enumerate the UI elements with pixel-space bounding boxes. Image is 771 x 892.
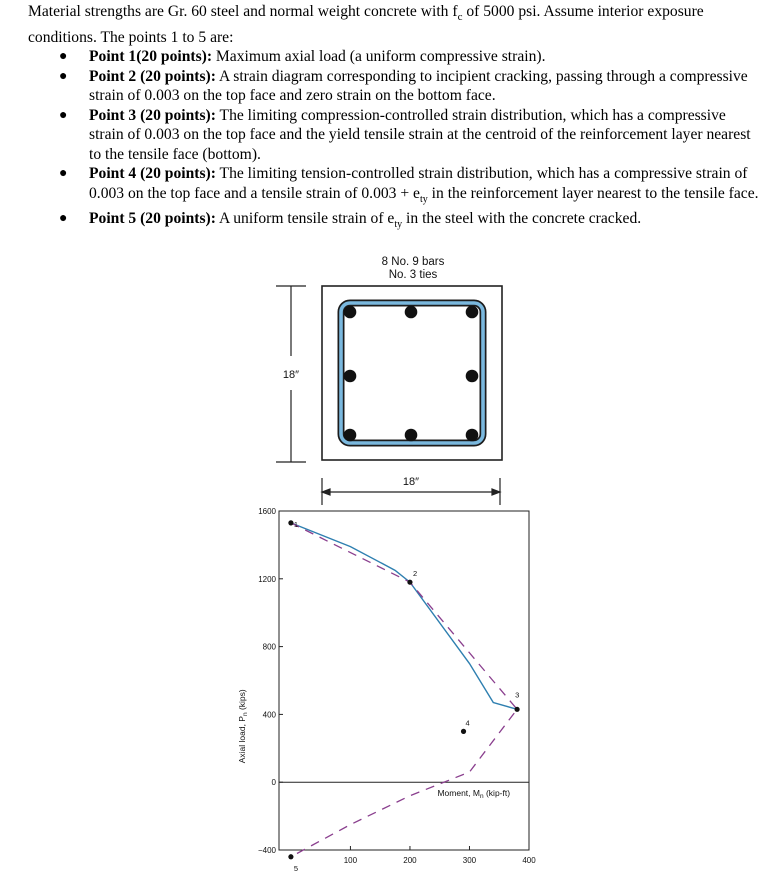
x-tick-label: 300 [462,856,477,865]
point-5-text-pre: A uniform tensile strain of e [215,210,395,228]
ties-label: No. 3 ties [388,269,438,281]
point-label-2: 2 [412,569,418,579]
x-axis-ticks [344,846,536,865]
intro-part2: of 5000 psi. Assume interior exposure conditions. The points 1 to 5 are: [28,3,704,46]
rebar [344,429,357,442]
intro-part1: Material strengths are Gr. 60 steel and normal weight concrete with f [28,3,458,20]
rebar [466,306,479,319]
point-3-label: Point 3 (20 points): [89,106,216,124]
y-tick-label: 1200 [258,574,276,584]
x-tick-label: 100 [343,856,358,865]
point-4-text-post: in the reinforcement layer nearest to the tensile face. [427,184,759,202]
point-4-label: Point 4 (20 points): [89,165,216,183]
point-label-3: 3 [515,690,520,700]
x-tick-label: 400 [522,856,536,865]
x-axis-label: Moment, $M_n$ (kip-ft) [437,788,511,801]
point-3-text: The limiting compression-controlled strain distribution, which has a compressive strain of 0.003 on the top face and the yield tensile strain at the centroid of the reinforcement layer nearest to the tensile face (bottom). [89,106,751,163]
column-cross-section [276,256,502,505]
bullet: ● [59,166,68,182]
y-tick-label: 800 [262,642,276,652]
x-tick-label: 200 [403,856,417,865]
points-layer [288,520,519,873]
rebar [344,370,357,383]
y-tick-label: −400 [257,846,276,855]
solid-series-line [291,523,520,709]
width-label: 18″ [402,476,420,488]
point-5-label: Point 5 (20 points): [89,210,216,228]
y-tick-label: 0 [271,778,276,788]
series-layer [291,523,520,857]
y-axis-label: Axial load, $P_n$ (kips) [237,689,249,764]
point-label-5: 5 [293,863,299,873]
interaction-chart [237,507,536,873]
point-5-text-post: in the steel with the concrete cracked. [402,210,642,228]
point-2-text: A strain diagram corresponding to incipient cracking, passing through a compressive strain of 0.003 on the top face and zero strain on the bottom face. [89,67,748,105]
point-1-label: Point 1(20 points): [89,48,213,66]
point-2-label: Point 2 (20 points): [89,67,216,85]
point-5-sub: ty [394,219,403,231]
rebar [466,429,479,442]
rebar [466,370,479,383]
dashed-series-line [291,523,520,857]
rebar [405,429,418,442]
bars-label: 8 No. 9 bars [381,256,445,268]
bullet: ● [59,68,68,84]
height-label: 18″ [282,369,300,381]
point-4-text-pre: The limiting tension-controlled strain distribution, which has a compressive strain of 0.003 on the top face and a tensile strain of 0.003 + e [89,165,748,202]
rebar [344,306,357,319]
point-1-text: Maximum axial load (a uniform compressive strain). [212,48,546,66]
point-marker-2 [407,580,412,585]
y-tick-label: 400 [262,710,276,720]
point-marker-3 [514,707,519,712]
point-marker-5 [288,854,293,859]
point-marker-4 [461,729,466,734]
rebar [405,306,418,319]
bullet: ● [59,49,68,65]
bullet: ● [59,107,68,123]
point-4-sub: ty [419,193,428,205]
point-label-1: 1 [293,519,299,529]
y-tick-label: 1600 [258,507,276,516]
bullet: ● [59,211,68,227]
point-label-4: 4 [465,718,470,728]
intro-fprime-sub: c [457,11,463,24]
point-marker-1 [288,520,293,525]
